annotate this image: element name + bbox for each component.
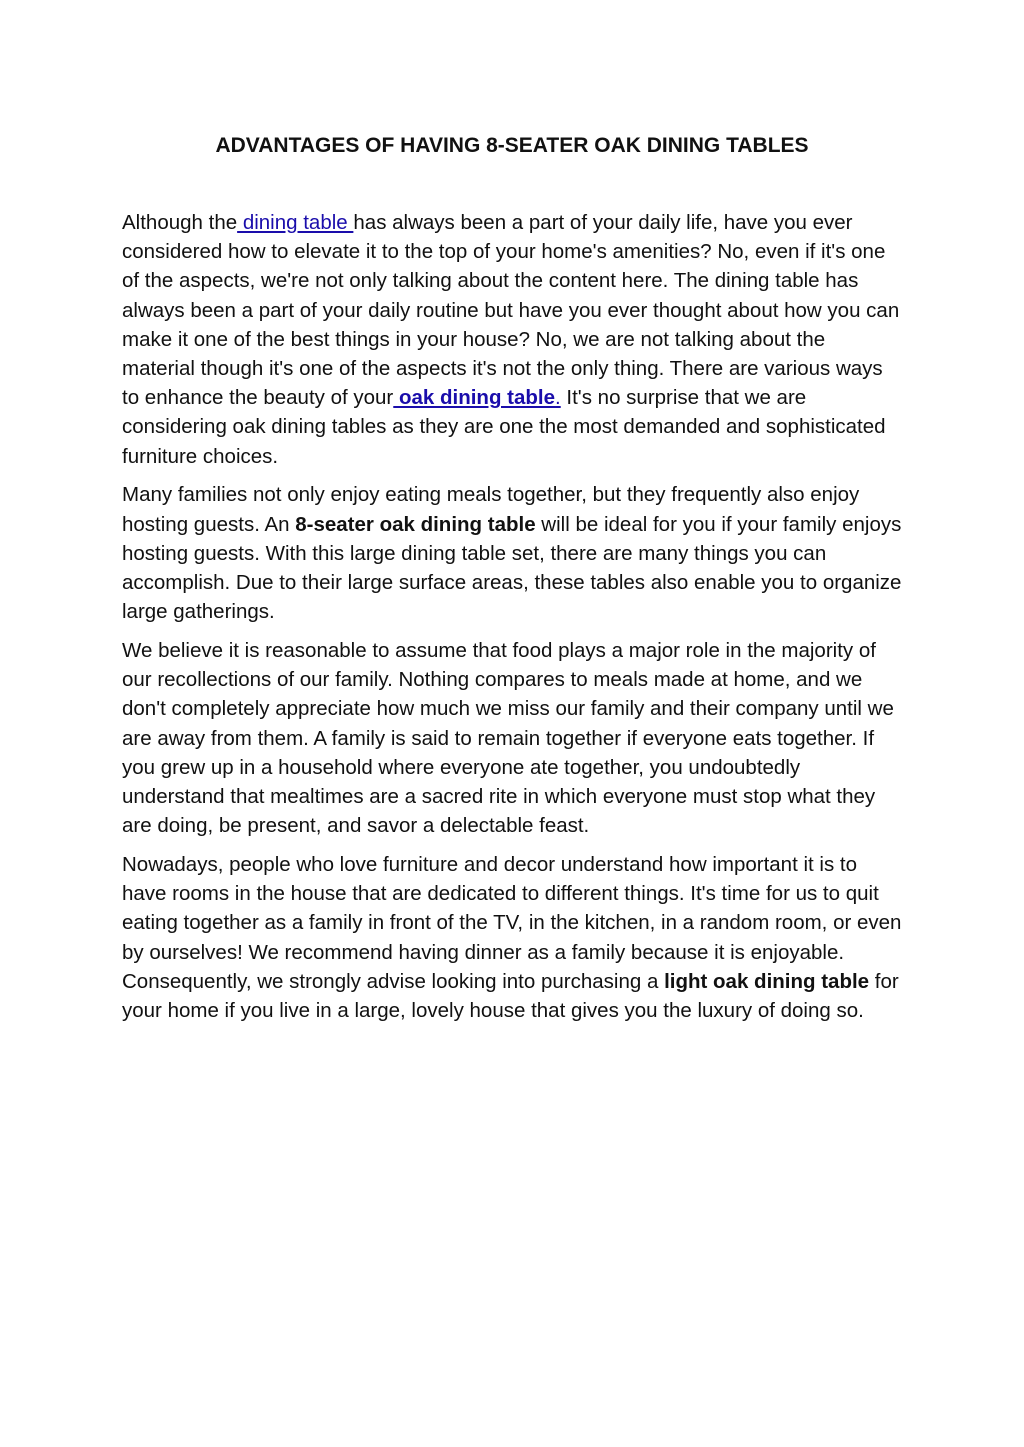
paragraph-4-text-b: for your home if you live in a large, lovely house that gives you the luxury of doing so. bbox=[122, 969, 899, 1023]
oak-dining-table-link[interactable] bbox=[393, 386, 560, 409]
oak-dining-table-link-period: . bbox=[555, 386, 561, 410]
paragraph-4-text-a: Nowadays, people who love furniture and decor understand how important it is to have rooms in the house that are dedicated to different things. It's time for us to quit eating together as a family in front of the TV, in the kitchen, in a random room, or even by ourselves! We recommend having dinner as a family because it is enjoyable. Consequently, we strongly advise looking into purchasing a bbox=[122, 853, 902, 993]
paragraph-4 bbox=[122, 850, 902, 1025]
paragraph-1 bbox=[122, 208, 902, 471]
document-title: ADVANTAGES OF HAVING 8-SEATER OAK DINING TABLES bbox=[215, 134, 809, 157]
paragraph-2 bbox=[122, 480, 902, 626]
dining-table-link[interactable]: dining table bbox=[237, 211, 354, 234]
paragraph-3: We believe it is reasonable to assume that food plays a major role in the majority of our recollections of our family. Nothing compares to meals made at home, and we don't completely appreciate how much we miss our family and their company until we are away from them. A family is said to remain together if everyone eats together. If you grew up in a household where everyone ate together, you undoubtedly understand that mealtimes are a sacred rite in which everyone must stop what they are doing, be present, and savor a delectable feast. bbox=[122, 639, 894, 838]
oak-dining-table-link-text: oak dining table bbox=[393, 386, 556, 410]
paragraph-1-text-a: Although the bbox=[122, 211, 238, 234]
paragraph-1-text-b: has always been a part of your daily life, have you ever considered how to elevate it to the top of your home's amenities? No, even if it's one of the aspects, we're not only talking about the content here. The dining table has always been a part of your daily routine but have you ever thought about how you can make it one of the best things in your house? No, we are not talking about the material though it's one of the aspects it's not the only thing. There are various ways to enhance the beauty of your bbox=[122, 211, 900, 410]
light-oak-bold: light oak dining table bbox=[664, 969, 870, 993]
document-body bbox=[122, 208, 902, 1035]
paragraph-1-text-c: It's no surprise that we are considering oak dining tables as they are one the most demanded and sophisticated furniture choices. bbox=[122, 386, 886, 468]
paragraph-2-text-a: Many families not only enjoy eating meals together, but they frequently also enjoy hosting guests. An bbox=[122, 483, 860, 536]
paragraph-2-text-b: will be ideal for you if your family enjoys hosting guests. With this large dining table set, there are many things you can accomplish. Due to their large surface areas, these tables also enable you to organize large gatherings. bbox=[122, 512, 902, 624]
eight-seater-bold: 8-seater oak dining table bbox=[295, 512, 536, 536]
